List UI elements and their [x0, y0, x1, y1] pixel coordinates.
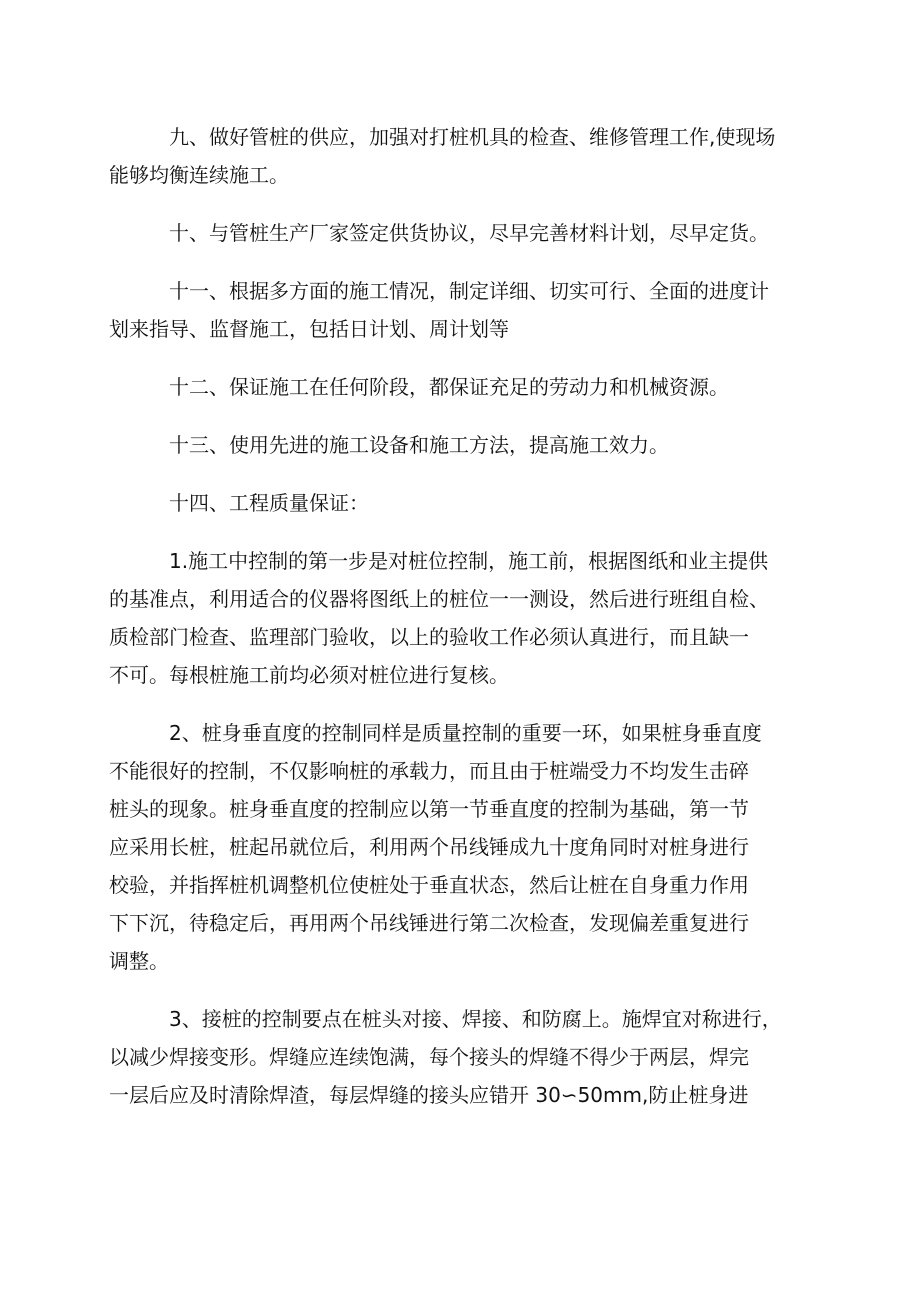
paragraph-line: 不能很好的控制，不仅影响桩的承载力，而且由于桩端受力不均发生击碎 — [109, 759, 749, 783]
paragraph-spacer — [109, 348, 799, 368]
paragraph-spacer — [109, 406, 799, 426]
paragraph-spacer — [109, 194, 799, 214]
paragraph-line: 十、与管桩生产厂家签定供货协议，尽早完善材料计划，尽早定货。 — [169, 221, 769, 245]
paragraph-item-9 — [109, 118, 799, 194]
paragraph-line: 划来指导、监督施工，包括日计划、周计划等 — [109, 317, 509, 341]
paragraph-spacer — [109, 252, 799, 272]
paragraph-line: 十三、使用先进的施工设备和施工方法，提高施工效力。 — [169, 433, 669, 457]
paragraph-line: 下下沉，待稳定后，再用两个吊线锤进行第二次检查，发现偏差重复进行 — [109, 911, 749, 935]
paragraph-line: 以减少焊接变形。焊缝应连续饱满，每个接头的焊缝不得少于两层，焊完 — [109, 1045, 749, 1069]
paragraph-line: 九、做好管桩的供应，加强对打桩机具的检查、维修管理工作,使现场 — [169, 125, 776, 149]
quality-item-3 — [109, 1000, 799, 1114]
paragraph-line: 1.施工中控制的第一步是对桩位控制，施工前，根据图纸和业主提供 — [169, 549, 769, 573]
paragraph-line: 十四、工程质量保证： — [169, 491, 369, 515]
paragraph-line: 的基准点，利用适合的仪器将图纸上的桩位一一测设，然后进行班组自检、 — [109, 587, 769, 611]
paragraph-line: 不可。每根桩施工前均必须对桩位进行复核。 — [109, 663, 509, 687]
paragraph-spacer — [109, 464, 799, 484]
document-body — [109, 118, 799, 1114]
paragraph-item-13 — [109, 426, 799, 464]
paragraph-line: 十一、根据多方面的施工情况，制定详细、切实可行、全面的进度计 — [169, 279, 769, 303]
quality-item-2 — [109, 714, 799, 980]
paragraph-item-11 — [109, 272, 799, 348]
paragraph-spacer — [109, 980, 799, 1000]
paragraph-line: 一层后应及时清除焊渣，每层焊缝的接头应错开 30∽50mm,防止桩身进 — [109, 1083, 749, 1107]
paragraph-line: 应采用长桩，桩起吊就位后，利用两个吊线锤成九十度角同时对桩身进行 — [109, 835, 749, 859]
paragraph-line: 能够均衡连续施工。 — [109, 163, 289, 187]
paragraph-spacer — [109, 694, 799, 714]
paragraph-item-10 — [109, 214, 799, 252]
paragraph-line: 校验，并指挥桩机调整机位使桩处于垂直状态，然后让桩在自身重力作用 — [109, 873, 749, 897]
paragraph-line: 2、桩身垂直度的控制同样是质量控制的重要一环，如果桩身垂直度 — [169, 721, 762, 745]
paragraph-line: 3、接桩的控制要点在桩头对接、焊接、和防腐上。施焊宜对称进行， — [169, 1007, 782, 1031]
paragraph-line: 质检部门检查、监理部门验收，以上的验收工作必须认真进行，而且缺一 — [109, 625, 749, 649]
paragraph-line: 调整。 — [109, 949, 169, 973]
paragraph-item-12 — [109, 368, 799, 406]
paragraph-spacer — [109, 522, 799, 542]
quality-item-1 — [109, 542, 799, 694]
paragraph-line: 十二、保证施工在任何阶段，都保证充足的劳动力和机械资源。 — [169, 375, 729, 399]
paragraph-line: 桩头的现象。桩身垂直度的控制应以第一节垂直度的控制为基础，第一节 — [109, 797, 749, 821]
section-heading-quality — [109, 484, 799, 522]
